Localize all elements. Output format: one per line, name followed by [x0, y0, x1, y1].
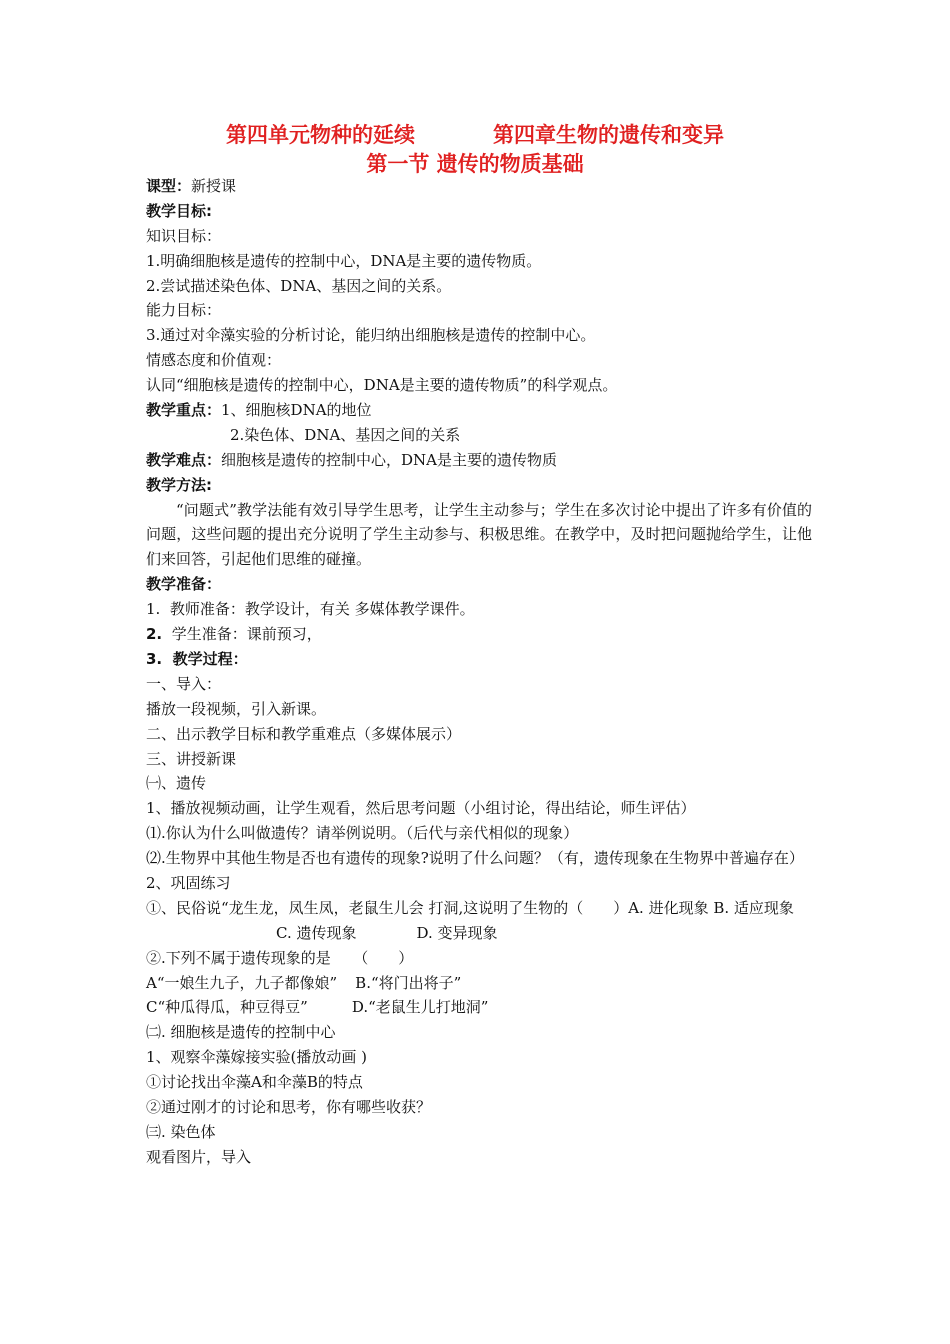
subsection-nucleus: ㈡. 细胞核是遗传的控制中心 [146, 1023, 336, 1042]
exercise-2-option-b: B.“将门出将子” [355, 973, 462, 992]
title-block [0, 120, 950, 178]
ability-item-1: 3.通过对伞藻实验的分析讨论，能归纳出细胞核是遗传的控制中心。 [146, 326, 596, 345]
section-title: 第一节 遗传的物质基础 [366, 152, 584, 176]
exercise-2-option-d: D.“老鼠生儿打地洞” [351, 998, 489, 1017]
exercise-2-option-c: C“种瓜得瓜，种豆得豆” [146, 998, 308, 1017]
chromosome-intro: 观看图片，导入 [146, 1147, 252, 1166]
attitude-item-1: 认同“细胞核是遗传的控制中心，DNA是主要的遗传物质”的科学观点。 [146, 376, 618, 395]
preparation-item-1 [146, 597, 812, 622]
preparation-item-2-num: 2. [146, 625, 163, 644]
practice-heading: 2、巩固练习 [146, 874, 231, 892]
step-3: 三、讲授新课 [146, 749, 237, 768]
lesson-type-row [146, 174, 812, 199]
nucleus-activity: 1、观察伞藻嫁接实验(播放动画 ) [146, 1048, 368, 1067]
preparation-item-2 [146, 622, 812, 647]
document-body [146, 174, 812, 1170]
key-points-row [146, 398, 812, 423]
preparation-item-1-text: 教师准备：教学设计，有关 多媒体教学课件。 [169, 600, 475, 619]
subsection-chromosome: ㈢. 染色体 [146, 1122, 216, 1141]
nucleus-discussion-2: ②通过刚才的讨论和思考，你有哪些收获？ [146, 1098, 432, 1117]
objectives-heading: 教学目标: [146, 201, 212, 220]
preparation-item-1-num: 1. [146, 600, 161, 619]
step-2: 二、出示教学目标和教学重难点（多媒体展示） [146, 724, 462, 743]
preparation-heading: 教学准备： [146, 575, 222, 594]
difficulty-label: 教学难点： [146, 450, 222, 469]
exercise-1-option-c: C. 遗传现象 [276, 923, 357, 942]
exercise-2-options-ab [146, 971, 812, 996]
key-points-label: 教学重点： [146, 401, 222, 420]
preparation-item-3 [146, 647, 812, 672]
exercise-2-options-cd [146, 995, 812, 1020]
exercise-2-option-a: A“一娘生九子，九子都像娘” [146, 973, 338, 992]
knowledge-heading: 知识目标： [146, 226, 222, 245]
key-point-1: 1、细胞核DNA的地位 [221, 401, 372, 420]
preparation-item-3-num: 3. [146, 649, 163, 668]
exercise-1-stem: ①、民俗说“龙生龙，凤生凤，老鼠生儿会 打洞,这说明了生物的（ ）A. 进化现象 B. 适应现象 [146, 898, 794, 917]
intro-heading: 一、导入： [146, 674, 222, 693]
title-line [0, 120, 950, 150]
heredity-activity: 1、播放视频动画，让学生观看，然后思考问题（小组讨论，得出结论，师生评估） [146, 799, 696, 818]
lesson-type-label: 课型： [146, 177, 192, 195]
unit-title: 第四单元物种的延续 [226, 123, 415, 147]
method-heading: 教学方法: [146, 475, 212, 494]
subsection-heredity: ㈠、遗传 [146, 774, 207, 793]
method-paragraph: “问题式”教学法能有效引导学生思考，让学生主动参与；学生在多次讨论中提出了许多有价值的问题，这些问题的提出充分说明了学生主动参与、积极思维。在教学中，及时把问题抛给学生，让他们来回答，引起他们思维的碰撞。 [146, 500, 812, 569]
lesson-type-value: 新授课 [191, 177, 237, 195]
preparation-item-2-text: 学生准备：课前预习， [171, 625, 322, 644]
knowledge-item-1: 1.明确细胞核是遗传的控制中心，DNA是主要的遗传物质。 [146, 251, 542, 270]
question-2: ⑵.生物界中其他生物是否也有遗传的现象?说明了什么问题？（有，遗传现象在生物界中普遍存在） [146, 849, 804, 868]
nucleus-discussion-1: ①讨论找出伞藻A和伞藻B的特点 [146, 1073, 363, 1092]
key-point-2: 2.染色体、DNA、基因之间的关系 [230, 425, 461, 444]
question-1: ⑴.你认为什么叫做遗传？请举例说明。（后代与亲代相似的现象） [146, 824, 579, 843]
exercise-1-option-d: D. 变异现象 [416, 923, 498, 942]
preparation-item-3-text: 教学过程： [172, 649, 248, 668]
exercise-1-options [146, 921, 812, 946]
exercise-2-stem: ②.下列不属于遗传现象的是 （ ） [146, 948, 414, 967]
difficulty-row [146, 448, 812, 473]
attitude-heading: 情感态度和价值观： [146, 351, 282, 370]
knowledge-item-2: 2.尝试描述染色体、DNA、基因之间的关系。 [146, 276, 452, 295]
difficulty-value: 细胞核是遗传的控制中心，DNA是主要的遗传物质 [221, 450, 558, 469]
ability-heading: 能力目标： [146, 301, 222, 320]
intro-text: 播放一段视频，引入新课。 [146, 699, 327, 718]
chapter-title: 第四章生物的遗传和变异 [493, 123, 724, 147]
